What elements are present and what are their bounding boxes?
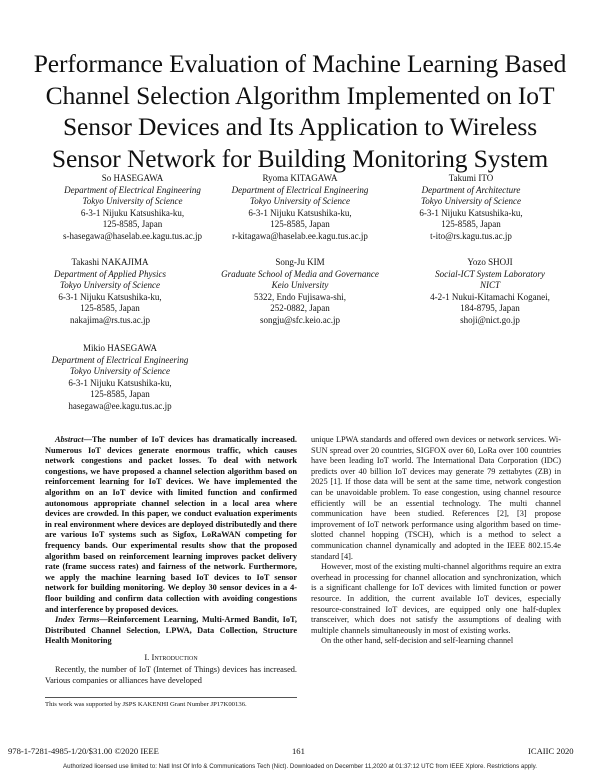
author-city: 125-8585, Japan — [102, 219, 163, 229]
paper-title: Performance Evaluation of Machine Learning Based Channel Selection Algorithm Implemented on IoT Sensor Devices and Its Application to Wireless Sensor Network for Building Monitoring System — [33, 49, 567, 173]
author-university: Keio University — [271, 280, 329, 290]
conference-name: ICAIIC 2020 — [528, 746, 574, 756]
page-number: 161 — [292, 746, 305, 756]
author-name: Takashi NAKAJIMA — [71, 257, 149, 267]
author-department: Graduate School of Media and Governance — [221, 268, 379, 279]
author-block — [55, 173, 210, 242]
author-address: 6-3-1 Nijuku Katsushika-ku, — [68, 377, 172, 388]
author-name: Ryoma KITAGAWA — [262, 173, 338, 183]
abstract-text: —The number of IoT devices has dramatically increased. Numerous IoT devices generate enormous traffic, which causes network congestions and packet losses. To deal with network congestions, we have proposed a channel selection algorithm based on reinforcement learning for IoT devices. We have implemented the algorithm on an IoT device with limited function and confirmed autonomous appropriate channel selection in a local area where devices are crowded. In this paper, we conduct evaluation experiments in real environment where devices are deployed distributedly and there are various IoT systems such as Sigfox, LoRaWAN competing for frequency bands. Our experimental results show that the proposed algorithm based on reinforcement learning improves packet delivery rate (frame success rates) and fairness of the network. Furthermore, we apply the machine learning based IoT devices to IoT sensor network for building monitoring. We deploy 30 sensor devices in a 4-floor building and confirm data collection with avoiding congestions and interference by proposed devices. — [45, 435, 297, 614]
author-university: Tokyo University of Science — [82, 196, 183, 206]
author-email: r-kitagawa@haselab.ee.kagu.tus.ac.jp — [232, 230, 368, 241]
abstract-label: Abstract — [55, 435, 84, 444]
download-notice: Authorized licensed use limited to: Natl Inst Of Info & Communications Tech (Nict). Downloaded on December 11,2020 at 01:37:12 UTC from IEEE Xplore. Restrictions apply. — [63, 763, 537, 770]
index-terms-text: —Reinforcement Learning, Multi-Armed Bandit, IoT, Distributed Channel Selection, LPWA, Data Collection, Structure Health Monitoring — [45, 615, 297, 646]
author-name: Song-Ju KIM — [275, 257, 325, 267]
author-department: Department of Electrical Engineering — [51, 354, 189, 365]
author-city: 252-0882, Japan — [270, 303, 330, 313]
author-city: 125-8585, Japan — [90, 389, 150, 399]
author-email: t-ito@rs.kagu.tus.ac.jp — [430, 230, 512, 241]
author-department: Department of Architecture — [421, 184, 521, 195]
author-city: 125-8585, Japan — [80, 303, 140, 313]
author-university: Tokyo University of Science — [421, 196, 521, 206]
author-address: 6-3-1 Nijuku Katsushika-ku, — [58, 291, 162, 302]
index-terms-label: Index Terms — [55, 615, 100, 625]
author-email: shoji@nict.go.jp — [460, 314, 520, 325]
index-terms — [45, 615, 297, 647]
author-block — [410, 257, 570, 326]
body-paragraph: unique LPWA standards and offered own devices or network services. Wi-SUN spread over 20 countries, SIGFOX over 60, LoRa over 100 countries have been leading IoT world. The International Data Corporation (IDC) predicts over 40 billion IoT devices may generate 79 zettabytes (ZB) in 2025 [1]. If those data will be sent at the same time, network congestion can be unavoidable problem. To ease congestion, using channel resource efficiently will be an essential technology. The multi channel communication have been studied. References [2], [3] propose improvement of IoT network performance using algorithm based on time-slotted channel hopping (TSCH), which is a method to select a communication channel dynamically and adopted in the IEEE 802.15.4e standard [4]. — [311, 435, 561, 561]
footnote: This work was supported by JSPS KAKENHI Grant Number JP17K00136. — [45, 697, 297, 709]
body-paragraph: However, most of the existing multi-channel algorithms require an extra overhead in processing for channel allocation and synchronization, which is a significant challenge for IoT devices with limited function or power resource. In addition, the current available IoT devices, especially resource-constrained IoT devices, are equipped only one half-duplex transceiver, which does not satisfy the assumptions of dealing with multiple channels simultaneously in most of existing works. — [311, 562, 561, 635]
author-university: Tokyo University of Science — [60, 280, 160, 290]
author-name: Takumi ITO — [448, 173, 494, 183]
author-department: Department of Electrical Engineering — [231, 184, 369, 195]
author-name: So HASEGAWA — [101, 173, 164, 183]
author-address: 6-3-1 Nijuku Katsushika-ku, — [248, 207, 352, 218]
author-university: Tokyo University of Science — [70, 366, 170, 376]
author-department: Department of Applied Physics — [53, 268, 167, 279]
footer-copyright: 978-1-7281-4985-1/20/$31.00 ©2020 IEEE — [8, 746, 159, 756]
author-city: 125-8585, Japan — [441, 219, 501, 229]
author-email: nakajima@rs.tus.ac.jp — [69, 314, 150, 325]
author-block — [40, 343, 200, 412]
author-university: Tokyo University of Science — [250, 196, 350, 206]
author-block — [200, 257, 400, 326]
abstract — [45, 435, 297, 615]
author-department: Social-ICT System Laboratory — [435, 268, 545, 279]
author-block — [30, 257, 190, 326]
author-name: Mikio HASEGAWA — [82, 343, 158, 353]
author-address: 6-3-1 Nijuku Katsushika-ku, — [419, 207, 523, 218]
author-block — [222, 173, 378, 242]
right-column — [311, 435, 561, 647]
left-column — [45, 435, 297, 687]
author-email: hasegawa@ee.kagu.tus.ac.jp — [68, 400, 172, 411]
intro-paragraph: Recently, the number of IoT (Internet of Things) devices has increased. Various companies or alliances have developed — [45, 665, 297, 686]
author-name: Yozo SHOJI — [467, 257, 513, 267]
section-heading: I. Introduction — [144, 651, 198, 662]
body-paragraph: On the other hand, self-decision and self-learning channel — [321, 636, 514, 646]
author-department: Department of Electrical Engineering — [64, 184, 201, 195]
author-address: 6-3-1 Nijuku Katsushika-ku, — [80, 207, 185, 218]
author-address: 4-2-1 Nukui-Kitamachi Koganei, — [430, 291, 550, 302]
author-university: NICT — [479, 280, 500, 290]
author-email: s-hasegawa@haselab.ee.kagu.tus.ac.jp — [63, 230, 202, 241]
author-city: 125-8585, Japan — [270, 219, 330, 229]
author-address: 5322, Endo Fujisawa-shi, — [254, 291, 346, 302]
author-city: 184-8795, Japan — [460, 303, 520, 313]
author-email: songju@sfc.keio.ac.jp — [259, 314, 341, 325]
author-block — [396, 173, 546, 242]
